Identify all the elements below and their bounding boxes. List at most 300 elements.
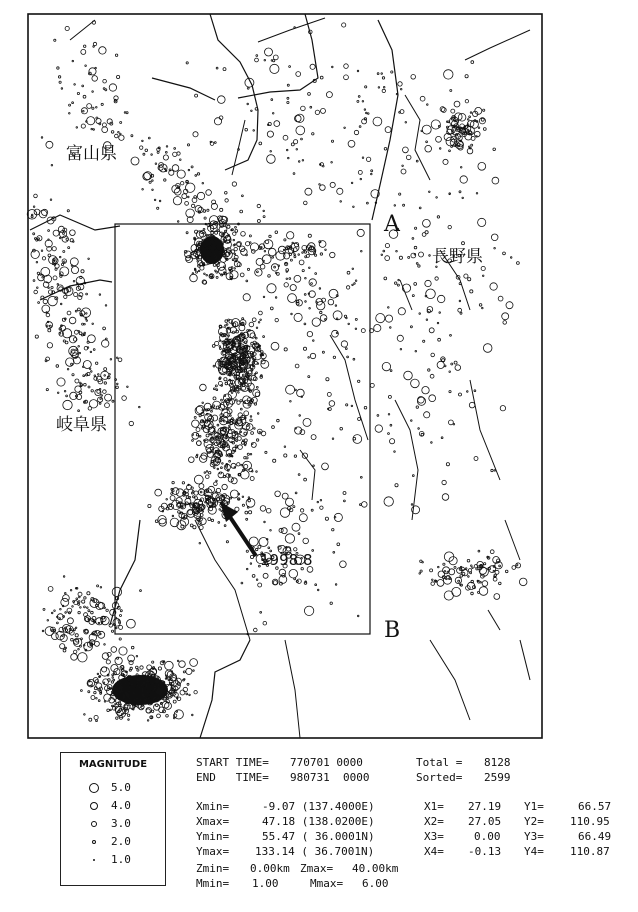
y1-value: 66.57: [578, 800, 612, 813]
epicenter: [214, 118, 221, 125]
epicenter: [510, 257, 512, 259]
epicenter: [206, 475, 210, 479]
epicenter: [111, 630, 113, 632]
epicenter: [171, 488, 173, 490]
epicenter: [48, 287, 50, 289]
epicenter: [400, 348, 402, 350]
epicenter: [315, 273, 317, 275]
epicenter: [59, 332, 61, 334]
epicenter: [111, 665, 118, 672]
magnitude-circle-icon: [93, 859, 95, 861]
epicenter: [216, 488, 220, 492]
epicenter: [495, 570, 499, 574]
epicenter: [246, 254, 248, 256]
epicenter: [263, 336, 265, 338]
epicenter: [430, 569, 433, 572]
epicenter: [64, 390, 66, 392]
epicenter: [197, 441, 202, 446]
epicenter: [209, 472, 211, 474]
epicenter: [250, 477, 254, 481]
epicenter: [261, 431, 266, 436]
epicenter: [242, 355, 244, 357]
epicenter: [244, 465, 248, 469]
epicenter: [219, 509, 221, 511]
epicenter: [213, 388, 215, 390]
epicenter: [439, 148, 441, 150]
epicenter: [478, 591, 480, 593]
epicenter: [63, 400, 72, 409]
epicenter: [243, 294, 250, 301]
epicenter: [81, 270, 84, 273]
epicenter: [72, 60, 74, 62]
epicenter: [335, 305, 337, 307]
epicenter: [65, 26, 69, 30]
epicenter: [120, 133, 122, 135]
y2-label: Y2=: [524, 815, 544, 828]
epicenter: [48, 230, 50, 232]
epicenter: [152, 189, 154, 191]
epicenter: [111, 705, 113, 707]
epicenter: [321, 108, 326, 113]
epicenter: [287, 232, 294, 239]
epicenter: [478, 162, 486, 170]
epicenter: [224, 378, 227, 381]
epicenter: [376, 314, 385, 323]
epicenter: [284, 283, 288, 287]
epicenter: [91, 611, 94, 614]
epicenter: [70, 392, 77, 399]
epicenter: [347, 356, 349, 358]
epicenter: [184, 516, 186, 518]
epicenter: [390, 424, 392, 426]
epicenter: [71, 363, 73, 365]
epicenter: [451, 363, 453, 365]
epicenter: [182, 482, 184, 484]
epicenter: [312, 133, 314, 135]
epicenter: [166, 715, 169, 718]
epicenter: [422, 561, 424, 563]
epicenter: [355, 318, 357, 320]
epicenter: [275, 491, 281, 497]
epicenter: [124, 112, 126, 114]
epicenter: [192, 440, 194, 442]
epicenter: [191, 252, 193, 254]
epicenter: [264, 521, 266, 523]
epicenter: [366, 157, 370, 161]
epicenter: [86, 313, 88, 315]
epicenter: [272, 113, 274, 115]
epicenter: [215, 385, 217, 387]
epicenter: [308, 93, 311, 96]
epicenter: [117, 657, 119, 659]
epicenter: [83, 110, 85, 112]
epicenter: [102, 127, 108, 133]
epicenter: [483, 128, 486, 131]
epicenter: [296, 149, 298, 151]
epicenter: [155, 489, 162, 496]
epicenter: [303, 538, 309, 544]
epicenter: [82, 323, 84, 325]
epicenter: [284, 348, 287, 351]
epicenter: [47, 325, 49, 327]
epicenter: [211, 438, 213, 440]
epicenter: [256, 439, 258, 441]
epicenter: [361, 250, 363, 252]
epicenter: [117, 383, 119, 385]
epicenter: [238, 437, 242, 441]
epicenter: [92, 107, 94, 109]
epicenter: [366, 112, 368, 114]
epicenter: [259, 431, 261, 433]
epicenter: [352, 268, 354, 270]
epicenter: [131, 157, 139, 165]
epicenter: [257, 363, 259, 365]
epicenter: [78, 601, 80, 603]
epicenter: [190, 524, 193, 527]
epicenter: [88, 386, 90, 388]
epicenter: [208, 486, 215, 493]
epicenter: [304, 323, 306, 325]
epicenter: [249, 235, 251, 237]
epicenter: [63, 649, 66, 652]
epicenter: [444, 571, 446, 573]
epicenter: [91, 128, 93, 130]
epicenter: [377, 73, 379, 75]
epicenter: [78, 603, 80, 605]
epicenter: [308, 234, 311, 237]
epicenter: [503, 321, 507, 325]
epicenter: [431, 582, 435, 586]
epicenter: [193, 132, 198, 137]
epicenter: [317, 501, 319, 503]
epicenter: [344, 75, 349, 80]
epicenter: [177, 660, 179, 662]
epicenter: [173, 152, 177, 156]
epicenter: [72, 374, 74, 376]
epicenter: [390, 327, 392, 329]
epicenter: [168, 679, 170, 681]
epicenter: [186, 180, 188, 182]
epicenter: [304, 294, 306, 296]
epicenter: [191, 166, 193, 168]
epicenter: [87, 341, 89, 343]
epicenter: [304, 478, 307, 481]
epicenter: [79, 332, 82, 335]
epicenter: [426, 289, 436, 299]
epicenter: [256, 471, 258, 473]
epicenter: [364, 406, 367, 409]
epicenter: [247, 268, 249, 270]
epicenter: [127, 714, 129, 716]
epicenter: [263, 573, 268, 578]
epicenter: [385, 244, 389, 248]
epicenter: [51, 612, 53, 614]
epicenter: [459, 283, 461, 285]
epicenter: [309, 308, 311, 310]
epicenter: [471, 565, 473, 567]
epicenter: [74, 293, 78, 297]
y4-value: 110.87: [570, 845, 610, 858]
epicenter: [415, 227, 417, 229]
epicenter: [159, 200, 161, 202]
epicenter: [211, 410, 213, 412]
epicenter: [91, 371, 93, 373]
epicenter: [282, 493, 288, 499]
epicenter: [265, 48, 273, 56]
epicenter: [213, 264, 216, 267]
epicenter: [220, 208, 223, 211]
epicenter: [188, 510, 193, 515]
epicenter: [102, 123, 106, 127]
epicenter: [247, 506, 249, 508]
epicenter: [74, 629, 76, 631]
epicenter: [78, 611, 80, 613]
epicenter: [358, 418, 361, 421]
epicenter: [213, 505, 215, 507]
epicenter: [429, 255, 431, 257]
epicenter: [328, 299, 334, 305]
epicenter: [95, 67, 97, 69]
epicenter: [493, 148, 496, 151]
epicenter: [257, 204, 260, 207]
epicenter: [242, 374, 244, 376]
epicenter: [67, 608, 72, 613]
epicenter: [221, 399, 223, 401]
epicenter: [478, 550, 480, 552]
epicenter: [268, 547, 270, 549]
epicenter: [450, 334, 452, 336]
epicenter: [233, 447, 236, 450]
epicenter: [441, 108, 446, 113]
epicenter: [195, 94, 198, 97]
epicenter: [490, 550, 494, 554]
epicenter: [119, 701, 121, 703]
epicenter: [116, 357, 118, 359]
epicenter: [411, 420, 413, 422]
epicenter: [265, 240, 269, 244]
epicenter: [218, 230, 220, 232]
total-value: 8128: [484, 756, 511, 769]
epicenter: [314, 252, 316, 254]
epicenter: [149, 181, 151, 183]
epicenter: [87, 607, 89, 609]
epicenter: [429, 191, 431, 193]
epicenter: [119, 647, 127, 655]
epicenter: [197, 192, 204, 199]
epicenter: [219, 346, 221, 348]
epicenter: [119, 625, 123, 629]
epicenter: [206, 471, 208, 473]
epicenter: [444, 70, 453, 79]
epicenter: [404, 371, 413, 380]
epicenter: [354, 130, 358, 134]
epicenter: [420, 96, 425, 101]
epicenter: [272, 256, 274, 258]
epicenter: [491, 469, 493, 471]
epicenter: [470, 290, 473, 293]
epicenter: [388, 414, 390, 416]
epicenter: [177, 170, 185, 178]
epicenter: [333, 551, 335, 553]
magnitude-legend: [60, 752, 166, 886]
epicenter: [382, 89, 385, 92]
epicenter: [267, 155, 276, 164]
epicenter: [432, 579, 434, 581]
epicenter: [242, 496, 244, 498]
epicenter: [234, 268, 236, 270]
epicenter: [148, 504, 151, 507]
epicenter: [358, 380, 360, 382]
epicenter: [348, 323, 350, 325]
epicenter: [462, 197, 464, 199]
zmax-label: Zmax=: [300, 862, 334, 875]
epicenter: [112, 587, 121, 596]
epicenter: [263, 216, 265, 218]
epicenter: [92, 91, 94, 93]
legend-item: 5.0: [89, 781, 99, 795]
epicenter: [348, 140, 355, 147]
epicenter: [441, 437, 443, 439]
epicenter: [203, 210, 206, 213]
epicenter: [256, 372, 258, 374]
epicenter: [444, 591, 453, 600]
epicenter: [60, 303, 62, 305]
x3-label: X3=: [424, 830, 444, 843]
x1-label: X1=: [424, 800, 444, 813]
epicenter: [454, 566, 456, 568]
epicenter: [152, 180, 154, 182]
epicenter: [460, 167, 462, 169]
zmin-value: 0.00km: [250, 862, 290, 875]
epicenter: [395, 282, 397, 284]
epicenter: [131, 135, 133, 137]
epicenter: [218, 472, 224, 478]
epicenter: [97, 673, 99, 675]
epicenter: [63, 251, 65, 253]
epicenter: [71, 638, 74, 641]
epicenter: [357, 70, 359, 72]
epicenter: [50, 199, 52, 201]
epicenter: [110, 359, 112, 361]
epicenter: [320, 499, 322, 501]
epicenter: [336, 318, 338, 320]
epicenter: [181, 182, 184, 185]
epicenter: [140, 590, 142, 592]
epicenter: [246, 568, 248, 570]
epicenter: [63, 233, 65, 235]
epicenter: [54, 39, 56, 41]
epicenter: [295, 492, 297, 494]
epicenter: [483, 109, 485, 111]
epicenter: [412, 238, 414, 240]
epicenter: [93, 129, 95, 131]
epicenter: [325, 319, 327, 321]
epicenter: [299, 514, 307, 522]
epicenter: [248, 499, 251, 502]
epicenter: [258, 583, 262, 587]
epicenter: [294, 254, 296, 256]
epicenter: [78, 308, 81, 311]
epicenter: [242, 504, 244, 506]
epicenter: [494, 247, 496, 249]
epicenter: [81, 49, 86, 54]
epicenter: [405, 122, 407, 124]
epicenter: [254, 428, 256, 430]
epicenter: [37, 287, 39, 289]
epicenter: [459, 393, 462, 396]
epicenter: [373, 117, 382, 126]
epicenter: [87, 117, 95, 125]
epicenter: [414, 283, 417, 286]
epicenter: [43, 299, 47, 303]
epicenter: [75, 627, 77, 629]
epicenter: [245, 128, 248, 131]
epicenter: [419, 573, 421, 575]
epicenter: [66, 358, 74, 366]
epicenter: [443, 563, 445, 565]
epicenter: [429, 328, 434, 333]
epicenter: [284, 239, 286, 241]
epicenter: [467, 559, 470, 562]
epicenter: [294, 27, 296, 29]
epicenter: [249, 537, 258, 546]
epicenter: [59, 81, 61, 83]
epicenter: [340, 561, 347, 568]
epicenter: [358, 170, 362, 174]
epicenter: [320, 185, 326, 191]
xmax-label: Xmax=: [196, 815, 230, 828]
epicenter: [206, 234, 208, 236]
epicenter: [359, 126, 361, 128]
epicenter: [54, 610, 56, 612]
magnitude-circle-icon: [90, 802, 98, 810]
epicenter: [285, 534, 294, 543]
epicenter: [411, 253, 416, 258]
epicenter: [311, 283, 313, 285]
epicenter: [365, 86, 367, 88]
epicenter: [240, 408, 242, 410]
epicenter: [449, 371, 451, 373]
epicenter: [268, 275, 271, 278]
epicenter: [317, 589, 319, 591]
epicenter: [266, 508, 271, 513]
epicenter: [151, 174, 154, 177]
epicenter: [226, 324, 228, 326]
epicenter: [230, 497, 232, 499]
epicenter: [481, 266, 485, 270]
epicenter: [360, 476, 362, 478]
epicenter: [257, 413, 259, 415]
magnitude-circle-icon: [91, 821, 97, 827]
epicenter: [449, 391, 451, 393]
epicenter: [451, 109, 455, 113]
epicenter: [126, 619, 135, 628]
epicenter: [139, 406, 141, 408]
epicenter: [197, 173, 199, 175]
epicenter: [506, 302, 513, 309]
epicenter: [53, 230, 59, 236]
epicenter: [99, 47, 106, 54]
epicenter: [180, 159, 182, 161]
epicenter: [76, 127, 78, 129]
epicenter: [317, 302, 325, 310]
x2-label: X2=: [424, 815, 444, 828]
epicenter: [499, 565, 501, 567]
epicenter: [272, 426, 275, 429]
epicenter: [67, 210, 69, 212]
epicenter: [70, 239, 73, 242]
epicenter: [231, 418, 233, 420]
